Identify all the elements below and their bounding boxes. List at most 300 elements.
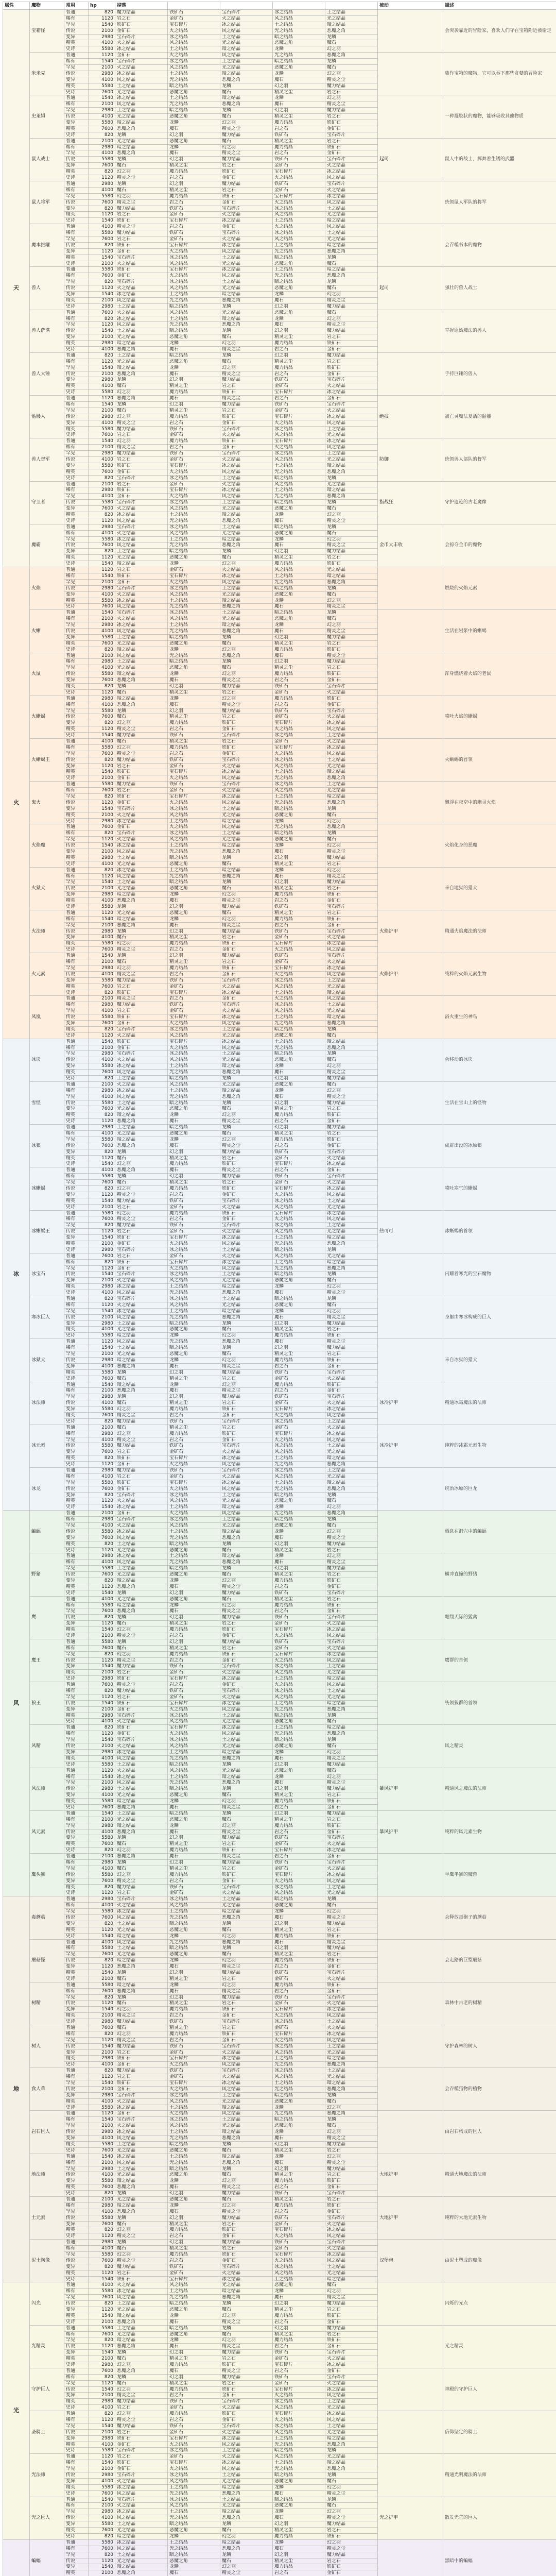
loot-cell: 岩之石 — [273, 396, 325, 402]
rarity-cell: 罕见 — [64, 1223, 89, 1229]
loot-cell: 火之结晶 — [220, 1008, 273, 1014]
loot-cell: 幻之羽 — [273, 1320, 325, 1327]
loot-cell: 暗之结晶 — [325, 794, 378, 800]
loot-cell: 暗之结晶 — [220, 46, 273, 53]
loot-cell: 风之结晶 — [273, 763, 325, 769]
loot-cell: 冰之结晶 — [273, 10, 325, 16]
loot-cell: 宝石碎片 — [115, 2117, 168, 2123]
loot-cell: 宝石碎片 — [220, 1688, 273, 1694]
loot-cell: 幻之羽 — [115, 1848, 168, 1854]
loot-cell: 风之结晶 — [273, 2049, 325, 2056]
loot-cell: 火之结晶 — [273, 2037, 325, 2043]
loot-cell: 暗之结晶 — [220, 2539, 273, 2546]
table-row — [3, 996, 556, 1002]
rarity-cell: 传说 — [64, 1357, 89, 1363]
loot-cell: 铁矿石 — [220, 193, 273, 199]
loot-cell: 土之结晶 — [168, 95, 220, 101]
hp-cell: 4100 — [89, 1792, 115, 1799]
loot-cell: 魔力结晶 — [115, 977, 168, 984]
loot-cell: 风之结晶 — [273, 1890, 325, 1896]
loot-cell: 铁矿石 — [273, 708, 325, 714]
rarity-cell: 稀有 — [64, 702, 89, 708]
loot-cell: 暗之结晶 — [220, 843, 273, 849]
loot-cell: 精灵之尘 — [168, 935, 220, 941]
loot-cell: 岩之石 — [168, 1878, 220, 1884]
hp-cell: 7600 — [89, 604, 115, 610]
rarity-cell: 精英 — [64, 1884, 89, 1890]
loot-cell: 精灵之尘 — [168, 1621, 220, 1627]
loot-cell: 恶魔之角 — [273, 261, 325, 267]
loot-cell: 魔力结晶 — [168, 2031, 220, 2037]
loot-cell: 冰之结晶 — [325, 720, 378, 726]
loot-cell: 暗之结晶 — [115, 2178, 168, 2184]
loot-cell: 恶魔之角 — [115, 1854, 168, 1860]
loot-cell: 幻之羽 — [273, 2521, 325, 2528]
description-cell: 鼠人中的战士，挥舞着生锈的武器 — [443, 138, 556, 181]
hp-cell: 5580 — [89, 708, 115, 714]
loot-cell: 光之结晶 — [325, 1229, 378, 1235]
loot-cell: 魔石 — [325, 1522, 378, 1529]
loot-cell: 金矿石 — [168, 212, 220, 218]
loot-cell: 幻之羽 — [115, 1186, 168, 1192]
passive-cell — [378, 867, 443, 910]
loot-cell: 暗之结晶 — [220, 1308, 273, 1314]
loot-cell: 岩之石 — [325, 640, 378, 647]
loot-cell: 风之结晶 — [325, 971, 378, 977]
description-cell: 喷吐火焰的蜥蜴 — [443, 696, 556, 738]
rarity-cell: 稀有 — [64, 59, 89, 65]
rarity-cell: 史诗 — [64, 2490, 89, 2497]
rarity-cell: 传说 — [64, 114, 89, 120]
loot-cell: 土之结晶 — [325, 2264, 378, 2270]
loot-cell: 金矿石 — [115, 775, 168, 782]
hp-cell: 4100 — [89, 861, 115, 867]
loot-cell: 暗之结晶 — [115, 1933, 168, 1939]
description-cell: 纯粹的冰霜元素生物 — [443, 1425, 556, 1467]
loot-cell: 铁矿石 — [325, 1958, 378, 1964]
loot-cell: 铁矿石 — [220, 1210, 273, 1216]
loot-cell: 幻之羽 — [273, 1786, 325, 1792]
loot-cell: 幻之羽 — [115, 2251, 168, 2258]
loot-cell: 光之结晶 — [325, 1204, 378, 1210]
loot-cell: 铁矿石 — [115, 463, 168, 469]
loot-cell: 铁矿石 — [325, 2337, 378, 2344]
rarity-cell: 变异 — [64, 34, 89, 40]
loot-cell: 冰之结晶 — [273, 206, 325, 212]
loot-cell: 冰之结晶 — [273, 451, 325, 457]
hp-cell: 820 — [89, 2411, 115, 2417]
loot-cell: 冰之结晶 — [273, 2399, 325, 2405]
loot-cell: 光之结晶 — [325, 1008, 378, 1014]
loot-cell: 精灵之尘 — [168, 1866, 220, 1872]
loot-cell: 魔力结晶 — [273, 1823, 325, 1829]
rarity-cell: 普通 — [64, 1039, 89, 1045]
loot-cell: 铁矿石 — [325, 1982, 378, 1988]
loot-cell: 火之结晶 — [115, 1719, 168, 1725]
loot-cell: 风之结晶 — [115, 849, 168, 855]
loot-cell: 暗之结晶 — [273, 475, 325, 481]
loot-cell: 恶魔之角 — [220, 518, 273, 524]
loot-cell: 土之结晶 — [168, 2509, 220, 2515]
loot-cell: 龙鳞 — [273, 1504, 325, 1511]
loot-cell: 龙鳞 — [273, 598, 325, 604]
loot-cell: 金矿石 — [220, 947, 273, 953]
loot-cell: 精灵之尘 — [273, 665, 325, 671]
hp-cell: 1120 — [89, 1229, 115, 1235]
loot-cell: 恶魔之角 — [220, 1339, 273, 1345]
rarity-cell: 罕见 — [64, 494, 89, 500]
loot-cell: 风之结晶 — [115, 873, 168, 879]
loot-cell: 幻之羽 — [325, 46, 378, 53]
loot-cell: 风之结晶 — [115, 2160, 168, 2166]
loot-cell: 火之结晶 — [115, 261, 168, 267]
loot-cell: 魔力结晶 — [115, 1884, 168, 1890]
loot-cell: 土之结晶 — [273, 794, 325, 800]
rarity-cell: 精英 — [64, 2528, 89, 2534]
hp-cell: 5580 — [89, 2289, 115, 2295]
description-cell: 生活在雪山上的怪物 — [443, 1081, 556, 1124]
loot-cell: 火之结晶 — [168, 1241, 220, 1247]
hp-cell: 820 — [89, 206, 115, 212]
rarity-cell: 精英 — [64, 1155, 89, 1161]
loot-cell: 魔石 — [220, 1351, 273, 1358]
loot-cell: 恶魔之角 — [273, 591, 325, 598]
passive-cell: 冰冷护甲 — [378, 1382, 443, 1425]
loot-cell: 风之结晶 — [168, 1278, 220, 1284]
loot-cell: 光之结晶 — [220, 837, 273, 843]
passive-cell — [378, 1081, 443, 1124]
loot-cell: 光之结晶 — [220, 261, 273, 267]
loot-cell: 幻之羽 — [325, 316, 378, 322]
loot-cell: 精灵之尘 — [273, 1792, 325, 1799]
loot-cell: 火之结晶 — [325, 2380, 378, 2386]
rarity-cell: 罕见 — [64, 193, 89, 199]
hp-cell: 2100 — [89, 849, 115, 855]
loot-cell: 岩之石 — [168, 2258, 220, 2264]
loot-cell: 精灵之尘 — [273, 640, 325, 647]
loot-cell: 龙鳞 — [273, 2154, 325, 2160]
loot-cell: 风之结晶 — [273, 432, 325, 438]
rarity-cell: 普通 — [64, 1810, 89, 1817]
loot-cell: 暗之结晶 — [115, 144, 168, 150]
hp-cell: 1540 — [89, 1933, 115, 1939]
loot-cell: 龙鳞 — [273, 2105, 325, 2111]
rarity-cell: 史诗 — [64, 2533, 89, 2539]
loot-cell: 精灵之尘 — [168, 1376, 220, 1382]
loot-cell: 精灵之尘 — [220, 346, 273, 352]
loot-cell: 宝石碎片 — [115, 585, 168, 591]
monster-name: 鹰王 — [30, 1639, 64, 1682]
rarity-cell: 传说 — [64, 1486, 89, 1492]
rarity-cell: 罕见 — [64, 150, 89, 157]
loot-cell: 铁矿石 — [220, 1872, 273, 1878]
loot-cell: 龙鳞 — [325, 1713, 378, 1719]
hp-cell: 2100 — [89, 2503, 115, 2509]
loot-cell: 冰之结晶 — [220, 218, 273, 224]
loot-cell: 幻之羽 — [220, 1799, 273, 1805]
loot-cell: 冰之结晶 — [220, 1259, 273, 1265]
rarity-cell: 传说 — [64, 1014, 89, 1021]
hp-cell: 7600 — [89, 1253, 115, 1259]
loot-cell: 精灵之尘 — [325, 2490, 378, 2497]
loot-cell: 风之结晶 — [115, 1339, 168, 1345]
table-row — [3, 1725, 556, 1731]
loot-cell: 冰之结晶 — [168, 1296, 220, 1302]
loot-cell: 冰之结晶 — [168, 34, 220, 40]
loot-cell: 精灵之尘 — [273, 2307, 325, 2313]
loot-cell: 暗之结晶 — [168, 2325, 220, 2331]
rarity-cell: 稀有 — [64, 2546, 89, 2552]
hp-cell: 1120 — [89, 2344, 115, 2350]
hp-cell: 4100 — [89, 628, 115, 634]
loot-cell: 岩之石 — [220, 2001, 273, 2007]
loot-cell: 精灵之尘 — [220, 1143, 273, 1149]
hp-cell: 5580 — [89, 1369, 115, 1376]
hp-cell: 2100 — [89, 28, 115, 34]
loot-cell: 精灵之尘 — [220, 2209, 273, 2215]
loot-cell: 魔石 — [325, 2282, 378, 2289]
passive-cell: 金币大丰收 — [378, 524, 443, 567]
passive-cell — [378, 696, 443, 738]
loot-cell: 铁矿石 — [168, 782, 220, 788]
loot-cell: 光之结晶 — [115, 1596, 168, 1602]
description-cell: 翱翔天际的猛禽 — [443, 1596, 556, 1639]
loot-cell: 魔力结晶 — [325, 879, 378, 886]
rarity-cell: 稀有 — [64, 1388, 89, 1394]
loot-cell: 火之结晶 — [115, 65, 168, 71]
hp-cell: 1540 — [89, 1700, 115, 1706]
loot-cell: 宝石碎片 — [273, 1161, 325, 1167]
rarity-cell: 罕见 — [64, 708, 89, 714]
loot-cell: 暗之结晶 — [273, 610, 325, 616]
hp-cell: 2980 — [89, 181, 115, 187]
loot-cell: 土之结晶 — [220, 1492, 273, 1498]
loot-cell: 铁矿石 — [168, 2068, 220, 2074]
loot-cell: 龙鳞 — [115, 157, 168, 163]
loot-cell: 岩之石 — [220, 738, 273, 744]
loot-cell: 宝石碎片 — [220, 757, 273, 763]
rarity-cell: 精英 — [64, 1070, 89, 1076]
loot-cell: 土之结晶 — [220, 1896, 273, 1903]
loot-cell: 魔石 — [168, 1988, 220, 1994]
loot-cell: 幻之羽 — [168, 1639, 220, 1645]
loot-cell: 冰之结晶 — [325, 1651, 378, 1657]
loot-cell: 金矿石 — [325, 1804, 378, 1810]
monster-table — [3, 2, 556, 2576]
loot-cell: 龙鳞 — [220, 1566, 273, 1572]
loot-cell: 土之结晶 — [220, 34, 273, 40]
rarity-cell: 变异 — [64, 634, 89, 640]
table-row — [3, 1982, 556, 1988]
loot-cell: 冰之结晶 — [115, 1504, 168, 1511]
loot-cell: 龙鳞 — [168, 341, 220, 347]
monster-name: 风法师 — [30, 1768, 64, 1810]
loot-cell: 暗之结晶 — [168, 549, 220, 555]
loot-cell: 岩之石 — [220, 1180, 273, 1186]
hp-cell: 820 — [89, 1884, 115, 1890]
loot-cell: 精灵之尘 — [220, 1167, 273, 1174]
loot-cell: 土之结晶 — [220, 1737, 273, 1743]
loot-cell: 光之结晶 — [115, 1351, 168, 1358]
rarity-cell: 变异 — [64, 549, 89, 555]
hp-cell: 7600 — [89, 310, 115, 316]
loot-cell: 冰之结晶 — [168, 1026, 220, 1032]
loot-cell: 暗之结晶 — [168, 634, 220, 640]
rarity-cell: 罕见 — [64, 2337, 89, 2344]
loot-cell: 光之结晶 — [273, 248, 325, 255]
loot-cell: 龙鳞 — [220, 634, 273, 640]
loot-cell: 岩之石 — [273, 677, 325, 684]
loot-cell: 魔力结晶 — [115, 1688, 168, 1694]
loot-cell: 风之结晶 — [325, 2258, 378, 2264]
rarity-cell: 稀有 — [64, 144, 89, 150]
loot-cell: 铁矿石 — [273, 2215, 325, 2221]
loot-cell: 宝石碎片 — [273, 720, 325, 726]
loot-cell: 岩之石 — [325, 334, 378, 341]
description-cell: 来自冰狱的猎犬 — [443, 1339, 556, 1382]
loot-cell: 宝石碎片 — [220, 1884, 273, 1890]
loot-cell: 暗之结晶 — [115, 1799, 168, 1805]
loot-cell: 冰之结晶 — [220, 769, 273, 775]
hp-cell: 7600 — [89, 506, 115, 512]
loot-cell: 精灵之尘 — [273, 359, 325, 365]
description-cell: 精通大地魔法的法师 — [443, 2154, 556, 2196]
loot-cell: 土之结晶 — [115, 549, 168, 555]
rarity-cell: 罕见 — [64, 1694, 89, 1700]
loot-cell: 幻之羽 — [115, 2411, 168, 2417]
loot-cell: 金矿石 — [168, 1890, 220, 1896]
loot-cell: 岩之石 — [220, 1841, 273, 1848]
hp-cell: 7600 — [89, 1486, 115, 1492]
description-cell: 精通光明魔法的法师 — [443, 2454, 556, 2497]
loot-cell: 龙鳞 — [325, 279, 378, 285]
loot-cell: 幻之羽 — [168, 2215, 220, 2221]
loot-cell: 魔石 — [168, 922, 220, 928]
loot-cell: 魔力结晶 — [168, 1848, 220, 1854]
loot-cell: 火之结晶 — [273, 1657, 325, 1664]
loot-cell: 土之结晶 — [273, 1259, 325, 1265]
loot-cell: 铁矿石 — [168, 451, 220, 457]
loot-cell: 土之结晶 — [115, 1566, 168, 1572]
hp-cell: 1540 — [89, 291, 115, 297]
loot-cell: 火之结晶 — [273, 1878, 325, 1884]
loot-cell: 风之结晶 — [325, 947, 378, 953]
loot-cell: 幻之羽 — [220, 647, 273, 653]
loot-cell: 龙鳞 — [273, 1284, 325, 1290]
loot-cell: 宝石碎片 — [115, 524, 168, 530]
passive-cell — [378, 310, 443, 352]
table-row — [3, 95, 556, 101]
loot-cell: 岩之石 — [168, 1192, 220, 1198]
loot-cell: 恶魔之角 — [325, 1462, 378, 1468]
loot-cell: 岩之石 — [220, 1425, 273, 1431]
passive-cell — [378, 2539, 443, 2576]
loot-cell: 铁矿石 — [168, 1002, 220, 1008]
loot-cell: 光之结晶 — [168, 1939, 220, 1945]
attribute-cell: 冰 — [3, 1039, 30, 1511]
loot-cell: 火之结晶 — [115, 1278, 168, 1284]
rarity-cell: 变异 — [64, 1964, 89, 1970]
loot-cell: 精灵之尘 — [273, 114, 325, 120]
rarity-cell: 精英 — [64, 2141, 89, 2147]
loot-cell: 金矿石 — [325, 1388, 378, 1394]
rarity-cell: 普通 — [64, 1553, 89, 1560]
loot-cell: 暗之结晶 — [220, 1284, 273, 1290]
hp-cell: 820 — [89, 512, 115, 518]
loot-cell: 岩之石 — [115, 567, 168, 573]
rarity-cell: 精英 — [64, 2484, 89, 2490]
loot-cell: 魔石 — [168, 396, 220, 402]
rarity-cell: 普通 — [64, 1682, 89, 1688]
hp-cell: 5580 — [89, 1982, 115, 1988]
loot-cell: 魔石 — [115, 187, 168, 193]
loot-cell: 暗之结晶 — [115, 2533, 168, 2539]
loot-cell: 暗之结晶 — [220, 818, 273, 824]
hp-cell: 4100 — [89, 530, 115, 536]
loot-cell: 风之结晶 — [115, 101, 168, 108]
rarity-cell: 精英 — [64, 2442, 89, 2448]
loot-cell: 金矿石 — [168, 1253, 220, 1259]
loot-cell: 幻之羽 — [273, 549, 325, 555]
hp-cell: 2100 — [89, 2086, 115, 2092]
rarity-cell: 普通 — [64, 2454, 89, 2460]
table-row — [3, 1125, 556, 1131]
loot-cell: 精灵之尘 — [325, 1339, 378, 1345]
passive-cell — [378, 610, 443, 653]
hp-cell: 2980 — [89, 2166, 115, 2172]
loot-cell: 土之结晶 — [168, 1284, 220, 1290]
loot-cell: 金矿石 — [273, 959, 325, 965]
loot-cell: 幻之羽 — [325, 867, 378, 873]
loot-cell: 光之结晶 — [168, 101, 220, 108]
loot-cell: 岩之石 — [273, 1804, 325, 1810]
loot-cell: 魔石 — [115, 2001, 168, 2007]
loot-cell: 金矿石 — [325, 126, 378, 132]
loot-cell: 宝石碎片 — [273, 2362, 325, 2368]
loot-cell: 光之结晶 — [273, 494, 325, 500]
rarity-cell: 传说 — [64, 1786, 89, 1792]
loot-cell: 火之结晶 — [325, 1425, 378, 1431]
rarity-cell: 传说 — [64, 71, 89, 77]
loot-cell: 铁矿石 — [273, 181, 325, 187]
hp-cell: 4100 — [89, 1327, 115, 1333]
rarity-cell: 史诗 — [64, 1290, 89, 1296]
rarity-cell: 史诗 — [64, 2191, 89, 2197]
loot-cell: 恶魔之角 — [115, 1988, 168, 1994]
loot-cell: 魔力结晶 — [273, 2313, 325, 2319]
loot-cell: 冰之结晶 — [115, 2129, 168, 2136]
loot-cell: 恶魔之角 — [115, 1143, 168, 1149]
loot-cell: 风之结晶 — [220, 1511, 273, 1517]
loot-cell: 土之结晶 — [115, 855, 168, 861]
loot-cell: 金矿石 — [220, 2013, 273, 2019]
table-row — [3, 2025, 556, 2031]
hp-cell: 1540 — [89, 22, 115, 28]
loot-cell: 铁矿石 — [273, 2191, 325, 2197]
loot-cell: 铁矿石 — [168, 1664, 220, 1670]
table-row — [3, 610, 556, 616]
loot-cell: 幻之羽 — [168, 953, 220, 959]
loot-cell: 暗之结晶 — [220, 291, 273, 297]
hp-cell: 2980 — [89, 1431, 115, 1437]
hp-cell: 820 — [89, 1455, 115, 1462]
hp-cell: 2100 — [89, 408, 115, 414]
loot-cell: 金矿石 — [325, 1988, 378, 1994]
rarity-cell: 罕见 — [64, 451, 89, 457]
hp-cell: 2100 — [89, 481, 115, 487]
loot-cell: 冰之结晶 — [115, 1909, 168, 1915]
loot-cell: 精灵之尘 — [168, 1841, 220, 1848]
